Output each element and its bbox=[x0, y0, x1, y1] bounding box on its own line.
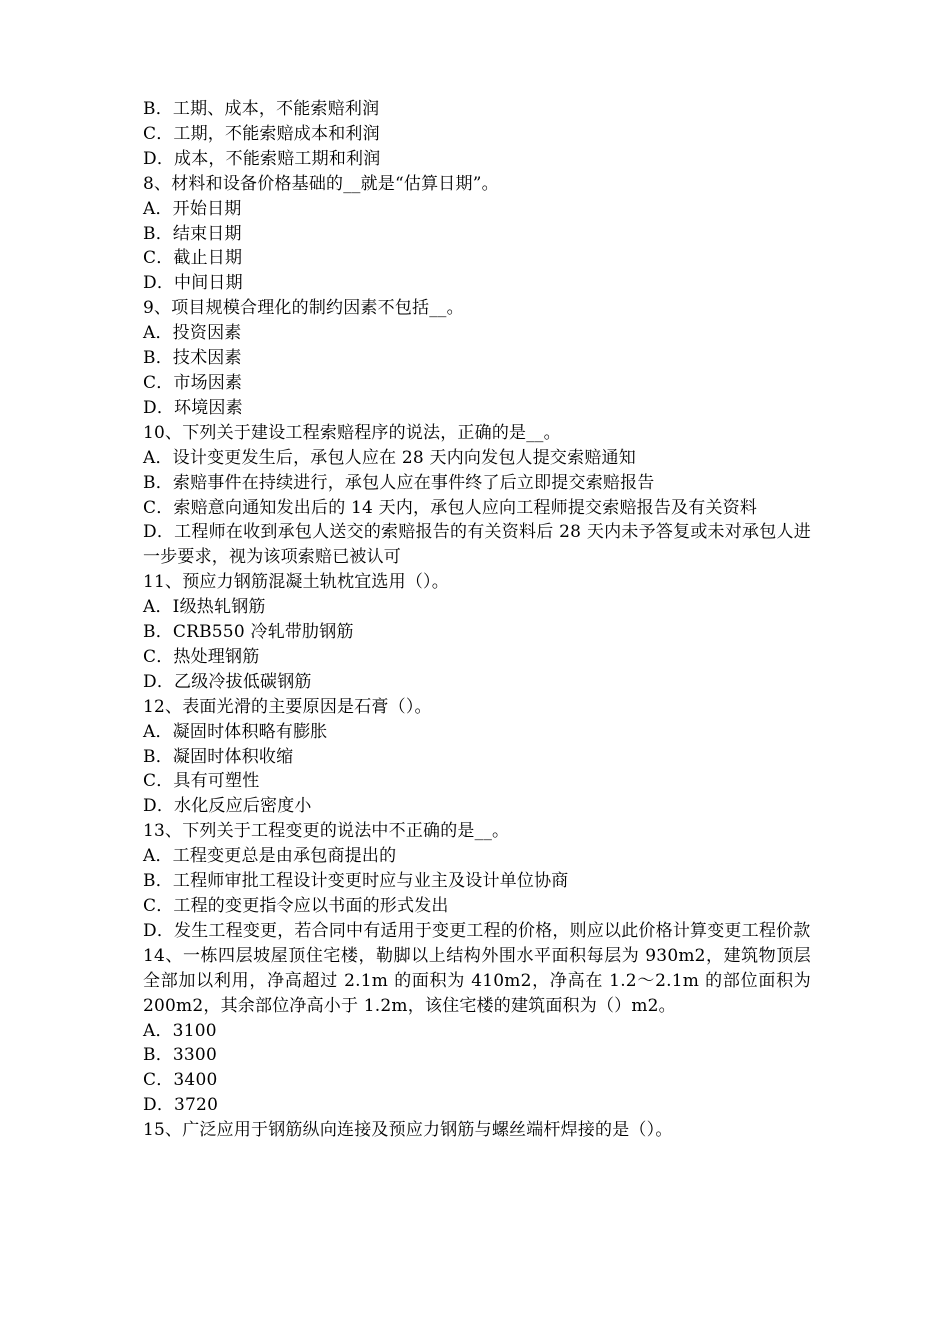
option-d-q14: D．3720 bbox=[143, 1095, 219, 1116]
option-a-q9: A．投资因素 bbox=[143, 323, 242, 344]
option-b-q12: B．凝固时体积收缩 bbox=[143, 746, 294, 767]
option-c-q13: C．工程的变更指令应以书面的形式发出 bbox=[143, 896, 449, 916]
option-c-q11: C．热处理钢筋 bbox=[143, 646, 260, 667]
question-10: 10、下列关于建设工程索赔程序的说法，正确的是__。 bbox=[143, 422, 561, 443]
document-body bbox=[143, 97, 811, 1143]
option-d-q8: D．中间日期 bbox=[143, 273, 243, 294]
option-a-q10: A．设计变更发生后，承包人应在 28 天内向发包人提交索赔通知 bbox=[143, 447, 636, 468]
option-d-q10: D．工程师在收到承包人送交的索赔报告的有关资料后 28 天内未予答复或未对承包人进一步要求，视为该项索赔已被认可 bbox=[143, 522, 811, 568]
question-8: 8、材料和设备价格基础的__就是“估算日期”。 bbox=[143, 173, 499, 194]
option-a-q14: A．3100 bbox=[143, 1020, 217, 1041]
question-15: 15、广泛应用于钢筋纵向连接及预应力钢筋与螺丝端杆焊接的是（）。 bbox=[143, 1120, 673, 1141]
option-a-q8: A．开始日期 bbox=[143, 198, 242, 219]
question-13: 13、下列关于工程变更的说法中不正确的是__。 bbox=[143, 821, 510, 842]
option-c-q12: C．具有可塑性 bbox=[143, 771, 260, 792]
question-9: 9、项目规模合理化的制约因素不包括__。 bbox=[143, 298, 464, 319]
option-c-q8: C．截止日期 bbox=[143, 248, 243, 269]
question-11: 11、预应力钢筋混凝土轨枕宜选用（）。 bbox=[143, 572, 449, 593]
option-b-q7: B．工期、成本，不能索赔利润 bbox=[143, 99, 380, 119]
option-c-q9: C．市场因素 bbox=[143, 372, 243, 393]
question-12: 12、表面光滑的主要原因是石膏（）。 bbox=[143, 696, 432, 717]
option-b-q10: B．索赔事件在持续进行，承包人应在事件终了后立即提交索赔报告 bbox=[143, 472, 655, 493]
option-d-q7: D．成本，不能索赔工期和利润 bbox=[143, 148, 381, 169]
option-c-q10: C．索赔意向通知发出后的 14 天内，承包人应向工程师提交索赔报告及有关资料 bbox=[143, 497, 758, 518]
option-d-q13: D．发生工程变更，若合同中有适用于变更工程的价格，则应以此价格计算变更工程价款 bbox=[143, 920, 811, 941]
option-a-q12: A．凝固时体积略有膨胀 bbox=[143, 721, 328, 742]
option-d-q11: D．乙级冷拔低碳钢筋 bbox=[143, 671, 312, 692]
option-b-q11: B．CRB550 冷轧带肋钢筋 bbox=[143, 622, 354, 643]
option-a-q11: A．Ⅰ级热轧钢筋 bbox=[143, 597, 266, 618]
option-b-q8: B．结束日期 bbox=[143, 223, 242, 244]
option-b-q9: B．技术因素 bbox=[143, 348, 242, 369]
option-c-q7: C．工期，不能索赔成本和利润 bbox=[143, 123, 380, 144]
option-b-q14: B．3300 bbox=[143, 1045, 217, 1066]
option-d-q9: D．环境因素 bbox=[143, 397, 243, 418]
option-b-q13: B．工程师审批工程设计变更时应与业主及设计单位协商 bbox=[143, 871, 569, 892]
option-a-q13: A．工程变更总是由承包商提出的 bbox=[143, 846, 397, 867]
option-d-q12: D．水化反应后密度小 bbox=[143, 796, 312, 817]
question-14: 14、一栋四层坡屋顶住宅楼，勒脚以上结构外围水平面积每层为 930m2，建筑物顶层全部加以利用，净高超过 2.1m 的面积为 410m2，净高在 1.2～2.1m 的部位面积为 200m2，其余部位净高小于 1.2m，该住宅楼的建筑面积为（）m2。 bbox=[143, 945, 811, 1016]
option-c-q14: C．3400 bbox=[143, 1070, 218, 1091]
